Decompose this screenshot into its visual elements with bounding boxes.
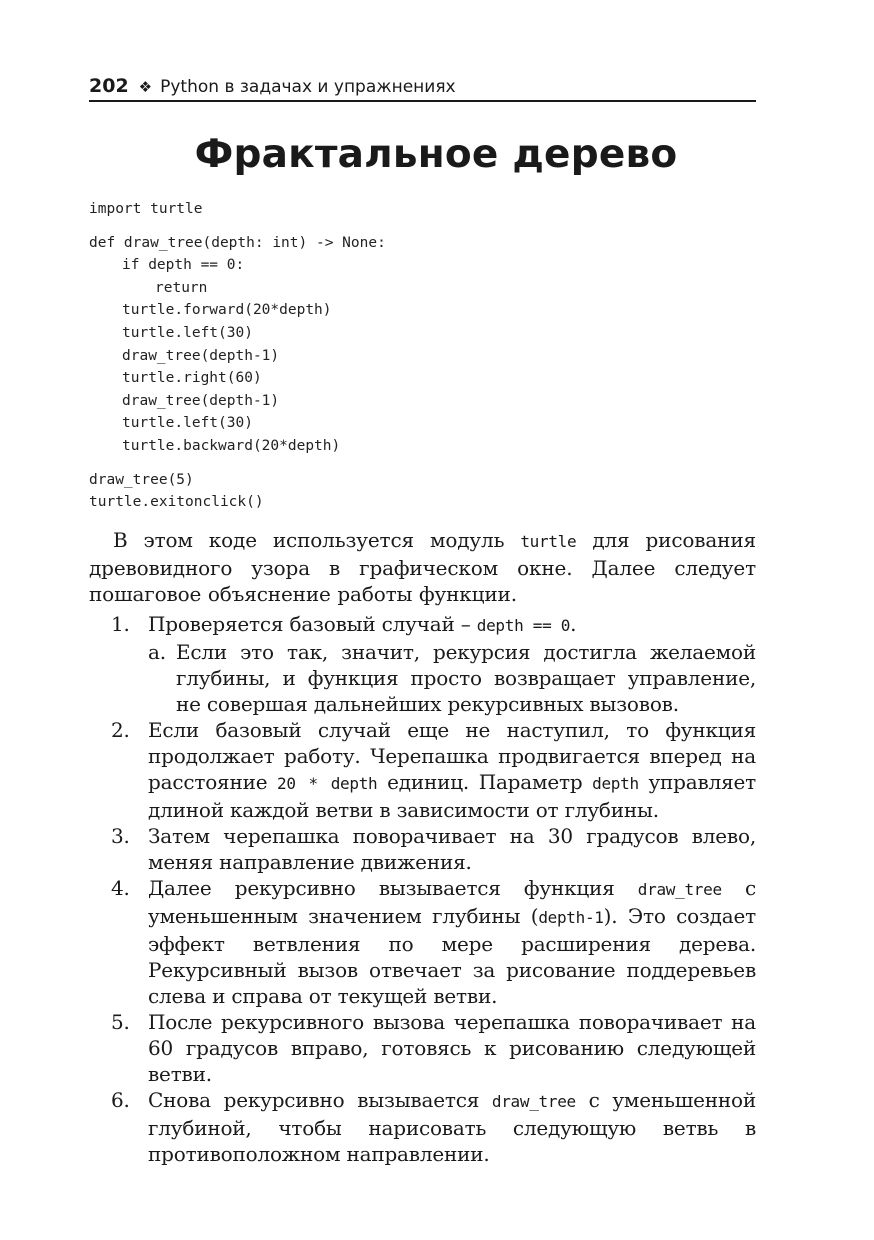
code-line: turtle.left(30) <box>122 324 253 341</box>
sub-item: a. Если это так, значит, рекурсия достигла желаемой глубины, и функция просто возвращает управление, не совершая дальнейших рекурсивных вызовов. <box>148 640 756 716</box>
inline-code: turtle <box>520 532 577 551</box>
code-listing <box>89 198 386 514</box>
section-title: Фрактальное дерево <box>194 132 678 177</box>
steps-list <box>89 611 756 1167</box>
item-number: 5. <box>111 1010 130 1034</box>
list-item: 4. Далее рекурсивно вызывается функция draw_tree с уменьшенным значением глубины (depth-1). Это создает эффект ветвления по мере расширения дерева. Рекурсивный вызов отвечает за рисование поддеревьев слева и справа от текущей ветви. <box>111 876 756 1008</box>
code-line: def draw_tree(depth: int) -> None: <box>89 234 386 251</box>
list-item: 3. Затем черепашка поворачивает на 30 градусов влево, меняя направление движения. <box>111 824 756 874</box>
book-title: Python в задачах и упражнениях <box>160 77 456 97</box>
code-line: draw_tree(5) <box>89 471 194 488</box>
inline-code: draw_tree <box>491 1092 576 1111</box>
item-number: 4. <box>111 876 130 900</box>
item-number: 6. <box>111 1088 130 1112</box>
list-item: 5. После рекурсивного вызова черепашка поворачивает на 60 градусов вправо, готовясь к рисованию следующей ветви. <box>111 1010 756 1086</box>
running-header <box>89 72 756 102</box>
code-line: draw_tree(depth-1) <box>122 347 280 364</box>
inline-code: draw_tree <box>637 880 722 899</box>
code-line: turtle.exitonclick() <box>89 494 264 511</box>
separator-glyph: ❖ <box>138 78 153 96</box>
page-number: 202 <box>89 75 129 97</box>
code-line: draw_tree(depth-1) <box>122 392 280 409</box>
inline-code: depth <box>592 774 639 793</box>
list-item: 1. Проверяется базовый случай – depth == 0. a. Если это так, значит, рекурсия достигла желаемой глубины, и функция просто возвращает управление, не совершая дальнейших рекурсивных вызовов. <box>111 612 756 716</box>
item-number: 2. <box>111 718 130 742</box>
inline-code: 20 * depth <box>277 774 378 793</box>
code-line: turtle.forward(20*depth) <box>122 302 332 319</box>
item-number: 3. <box>111 824 130 848</box>
code-line: turtle.backward(20*depth) <box>122 437 341 454</box>
code-line: if depth == 0: <box>122 257 245 274</box>
list-item: 2. Если базовый случай еще не наступил, то функция продолжает работу. Черепашка продвигается вперед на расстояние 20 * depth единиц. Параметр depth управляет длиной каждой ветви в зависимости от глубины. <box>111 718 756 822</box>
inline-code: depth-1 <box>538 908 604 927</box>
code-line: turtle.right(60) <box>122 370 262 387</box>
item-letter: a. <box>148 640 166 664</box>
code-line: import turtle <box>89 201 203 217</box>
item-number: 1. <box>111 612 130 636</box>
inline-code: depth == 0 <box>476 616 571 635</box>
code-line: turtle.left(30) <box>122 415 253 432</box>
code-line: return <box>155 279 208 296</box>
list-item: 6. Снова рекурсивно вызывается draw_tree с уменьшенной глубиной, чтобы нарисовать следующую ветвь в противоположном направлении. <box>111 1088 756 1166</box>
intro-paragraph: В этом коде используется модуль turtle для рисования древовидного узора в графическом окне. Далее следует пошаговое объяснение работы функции. <box>89 528 757 606</box>
